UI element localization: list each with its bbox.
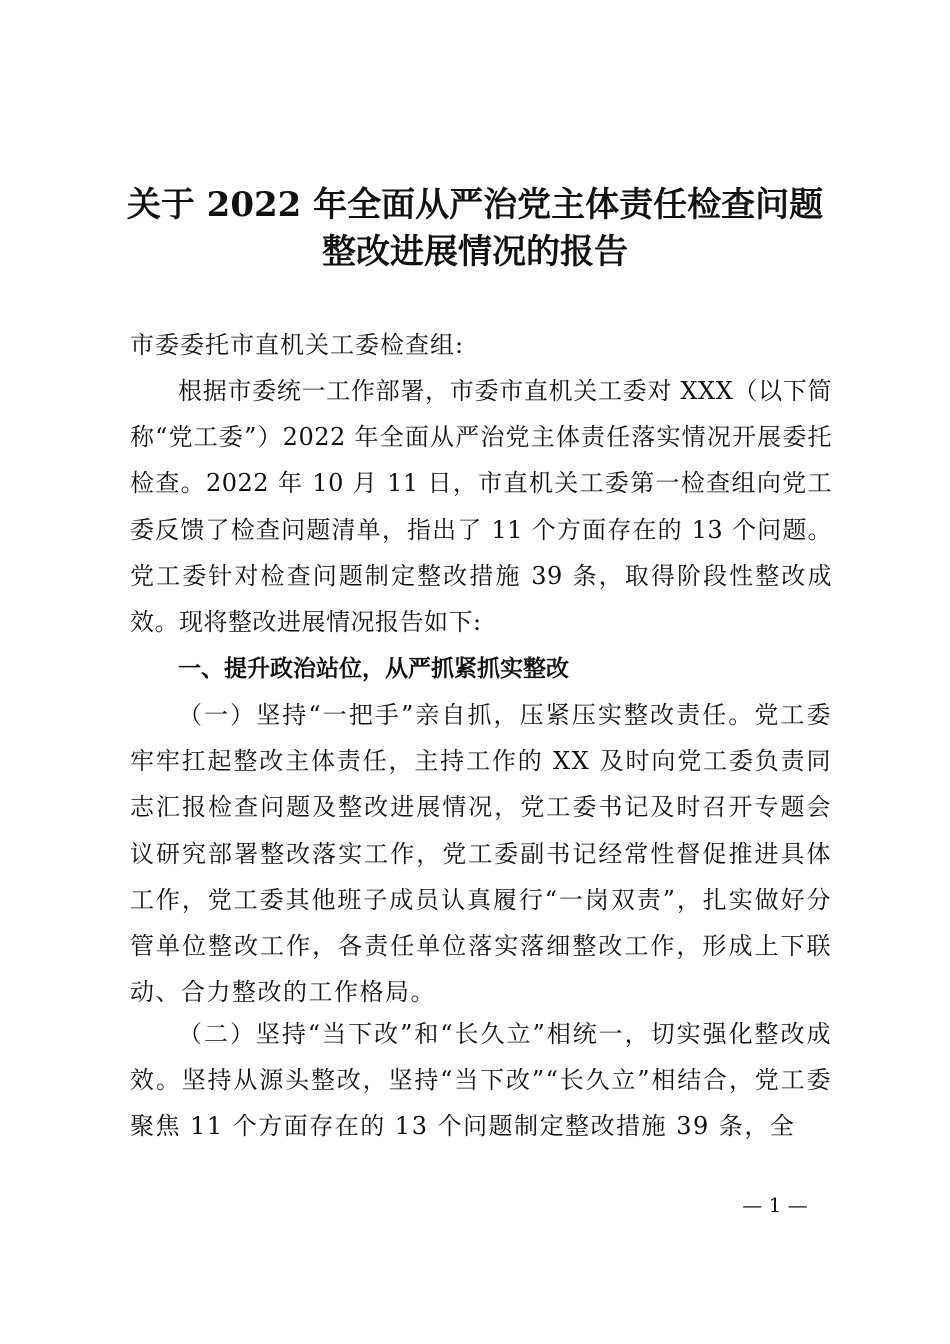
document-title-line-2: 整改进展情况的报告 bbox=[322, 232, 628, 272]
section-heading-1: 一、提升政治站位，从严抓紧抓实整改 bbox=[178, 656, 569, 682]
paragraph-subsection-2: （二）坚持“当下改”和“长久立”相统一，切实强化整改成效。坚持从源头整改，坚持“当下改”“长久立”相结合，党工委聚焦 11 个方面存在的 13 个问题制定整改措施 39 条，全 bbox=[130, 1020, 832, 1141]
salutation: 市委委托市直机关工委检查组: bbox=[130, 331, 465, 359]
document-title-line-1: 关于 2022 年全面从严治党主体责任检查问题 bbox=[126, 185, 824, 225]
paragraph-intro: 根据市委统一工作部署，市委市直机关工委对 XXX（以下简称“党工委”）2022 年全面从严治党主体责任落实情况开展委托检查。2022 年 10 月 11 日，市直机关工委第一检查组向党工委反馈了检查问题清单，指出了 11 个方面存在的 13 个问题。党工委针对检查问题制定整改措施 39 条，取得阶段性整改成效。现将整改进展情况报告如下: bbox=[130, 377, 832, 637]
page-number: — 1 — bbox=[742, 1193, 808, 1217]
paragraph-subsection-1: （一）坚持“一把手”亲自抓，压紧压实整改责任。党工委牢牢扛起整改主体责任，主持工作的 XX 及时向党工委负责同志汇报检查问题及整改进展情况，党工委书记及时召开专题会议研究部署整改落实工作，党工委副书记经常性督促推进具体工作，党工委其他班子成员认真履行“一岗双责”，扎实做好分管单位整改工作，各责任单位落实落细整改工作，形成上下联动、合力整改的工作格局。 bbox=[130, 701, 832, 1007]
